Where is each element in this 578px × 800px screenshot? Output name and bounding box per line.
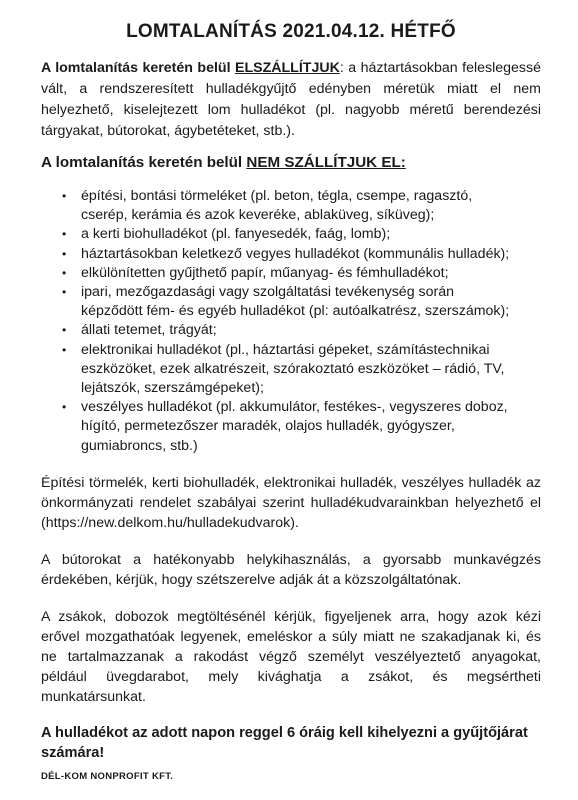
list-item: • állati tetemet, trágyát; <box>81 321 541 340</box>
waste-yard-text: Építési törmelék, kerti biohulladék, elektronikai hulladék, veszélyes hulladék az önkormányzati rendelet szabályai szerint hulladékudvarainkban helyezhető el <box>41 474 541 511</box>
list-item: • a kerti biohulladékot (pl. fanyesedék, faág, lomb); <box>81 225 541 244</box>
intro-lead: A lomtalanítás keretén belül <box>41 60 236 76</box>
list-item: • építési, bontási törmeléket (pl. beton, tégla, csempe, ragasztó, cserép, kerámia és azok keveréke, ablaküveg, síküveg); <box>81 187 541 225</box>
list-item: • veszélyes hulladékot (pl. akkumulátor, festékes-, vegyszeres doboz, hígító, permetezőszer maradék, olajos hulladék, gyógyszer, gumiabroncs, stb.) <box>81 398 541 456</box>
not-collected-list <box>41 187 541 456</box>
not-collected-highlight: NEM SZÁLLÍTJUK EL: <box>246 154 406 171</box>
list-item: • háztartásokban keletkező vegyes hulladékot (kommunális hulladék); <box>81 245 541 264</box>
waste-yard-paragraph <box>41 473 541 513</box>
not-collected-heading <box>41 153 541 173</box>
waste-yard-link[interactable]: (https://new.delkom.hu/hulladekudvarok). <box>41 514 299 531</box>
list-item: • ipari, mezőgazdasági vagy szolgáltatási tevékenység során képződött fém- és egyéb hulladékot (pl: autóalkatrész, szerszámok); <box>81 283 541 321</box>
not-collected-lead: A lomtalanítás keretén belül <box>41 154 247 171</box>
company-footer: DÉL-KOM NONPROFIT KFT. <box>41 770 174 782</box>
intro-highlight: ELSZÁLLÍTJUK <box>235 60 340 76</box>
page-title: LOMTALANÍTÁS 2021.04.12. HÉTFŐ <box>126 21 456 42</box>
intro-paragraph <box>41 58 541 142</box>
furniture-paragraph: A bútorokat a hatékonyabb helykihasználás, a gyorsabb munkavégzés érdekében, kérjük, hogy szétszerelve adják át a közszolgáltatónak. <box>41 551 541 588</box>
list-item: • elektronikai hulladékot (pl., háztartási gépeket, számítástechnikai eszközöket, ezek alkatrészeit, szórakoztató eszközöket – rádió, TV, lejátszók, szerszámgépeket); <box>81 341 541 399</box>
bags-paragraph: A zsákok, dobozok megtöltésénél kérjük, figyeljenek arra, hogy azok kézi erővel mozgathatóak legyenek, emeléskor a súly miatt ne szakadjanak ki, és ne tartalmazzanak a rakodást végző személyt veszélyeztető anyagokat, például üvegdarabot, mely kivághatja a zsákot, és megsértheti munkatársunkat. <box>41 608 541 705</box>
intro-rest: : a háztartásokban feleslegessé vált, a rendszeresített hulladékgyűjtő edényben méretük miatt el nem helyezhető, kiselejtezett lom hulladékot (pl. nagyobb méretű berendezési tárgyakat, bútorokat, ágybetéteket, stb.). <box>41 60 541 139</box>
closing-notice: A hulladékot az adott napon reggel 6 óráig kell kihelyezni a gyűjtőjárat számára! <box>41 724 528 761</box>
list-item: • elkülönítetten gyűjthető papír, műanyag- és fémhulladékot; <box>81 264 541 283</box>
